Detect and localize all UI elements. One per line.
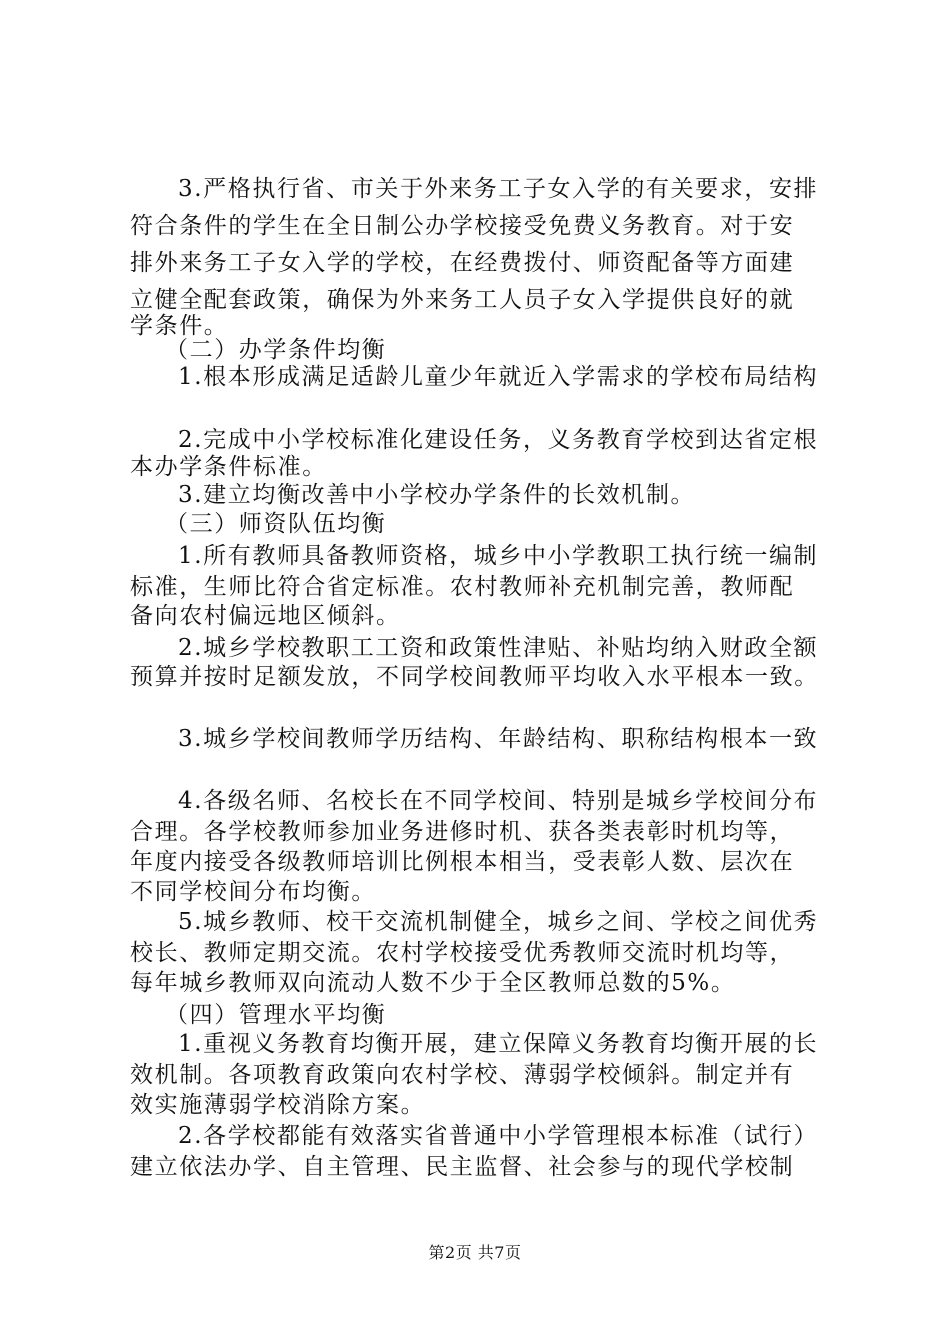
text-line: 1.所有教师具备教师资格，城乡中小学教职工执行统一编制 [178,543,819,569]
text-line: 3.城乡学校间教师学历结构、年龄结构、职称结构根本一致 [178,726,819,752]
text-line: 1.根本形成满足适龄儿童少年就近入学需求的学校布局结构 [178,364,819,390]
text-line: 效实施薄弱学校消除方案。 [130,1092,426,1118]
text-line: 备向农村偏远地区倾斜。 [130,603,401,629]
text-line: 学条件。 [130,313,229,339]
text-line: 本办学条件标准。 [130,454,327,480]
text-line: 2.各学校都能有效落实省普通中小学管理根本标准（试行） [178,1123,819,1149]
text-line: 1.重视义务教育均衡开展，建立保障义务教育均衡开展的长 [178,1031,819,1057]
text-line: 排外来务工子女入学的学校，在经费拨付、师资配备等方面建 [130,250,795,276]
text-line: 4.各级名师、名校长在不同学校间、特别是城乡学校间分布 [178,788,819,814]
text-line: 5.城乡教师、校干交流机制健全，城乡之间、学校之间优秀 [178,909,819,935]
text-line: 标准，生师比符合省定标准。农村教师补充机制完善，教师配 [130,574,795,600]
section-heading: （二）办学条件均衡 [165,337,387,363]
text-line: 校长、教师定期交流。农村学校接受优秀教师交流时机均等， [130,940,795,966]
section-heading: （四）管理水平均衡 [165,1002,387,1028]
section-heading: （三）师资队伍均衡 [165,511,387,537]
text-line: 年度内接受各级教师培训比例根本相当，受表彰人数、层次在 [130,849,795,875]
text-line: 预算并按时足额发放，不同学校间教师平均收入水平根本一致。 [130,664,819,690]
text-line: 3.建立均衡改善中小学校办学条件的长效机制。 [178,482,696,508]
text-line: 2.完成中小学校标准化建设任务，义务教育学校到达省定根 [178,427,819,453]
text-line: 2.城乡学校教职工工资和政策性津贴、补贴均纳入财政全额 [178,635,819,661]
text-line: 每年城乡教师双向流动人数不少于全区教师总数的5%。 [130,970,736,996]
text-line: 不同学校间分布均衡。 [130,879,376,905]
text-line: 建立依法办学、自主管理、民主监督、社会参与的现代学校制 [130,1154,795,1180]
page-number-footer: 第2页 共7页 [428,1243,522,1262]
text-line: 立健全配套政策，确保为外来务工人员子女入学提供良好的就 [130,287,795,313]
text-line: 合理。各学校教师参加业务进修时机、获各类表彰时机均等， [130,819,795,845]
text-line: 效机制。各项教育政策向农村学校、薄弱学校倾斜。制定并有 [130,1062,795,1088]
text-line: 3.严格执行省、市关于外来务工子女入学的有关要求，安排 [178,176,819,202]
text-line: 符合条件的学生在全日制公办学校接受免费义务教育。对于安 [130,213,795,239]
